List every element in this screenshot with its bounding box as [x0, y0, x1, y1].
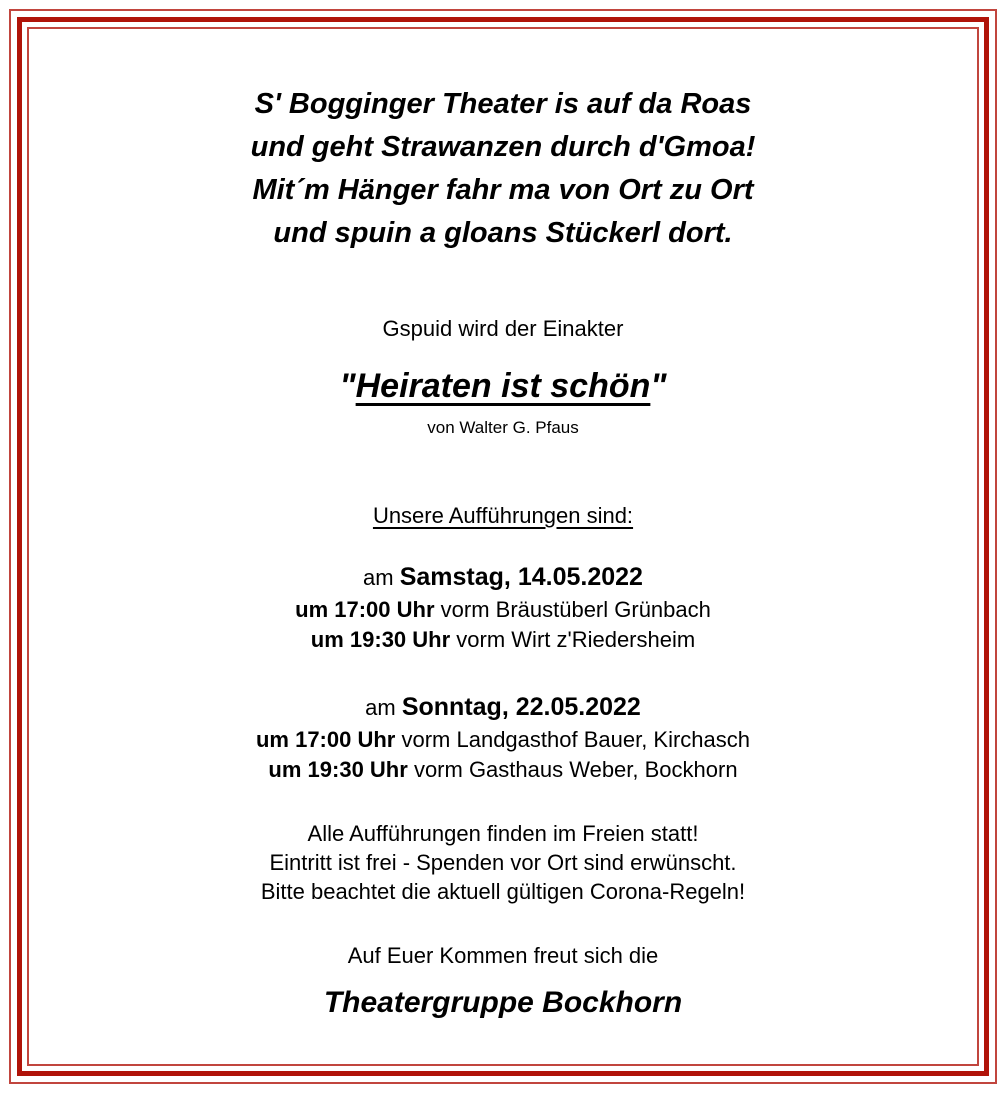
play-author: von Walter G. Pfaus — [427, 418, 579, 437]
schedule-day-saturday — [33, 560, 973, 655]
show-time: um 19:30 Uhr — [310, 627, 451, 652]
play-title-open-quote: " — [339, 367, 356, 405]
intro-line: Mit´m Hänger fahr ma von Ort zu Ort — [252, 174, 754, 206]
group-signature: Theatergruppe Bockhorn — [323, 986, 683, 1019]
show-time: um 17:00 Uhr — [295, 597, 435, 622]
show-line — [33, 625, 973, 655]
day-date-line — [33, 690, 973, 725]
announcement-lead: Gspuid wird der Einakter — [382, 316, 624, 341]
show-time: um 17:00 Uhr — [255, 727, 396, 752]
show-venue: vorm Gasthaus Weber, Bockhorn — [413, 757, 738, 782]
note-line: Eintritt ist frei - Spenden vor Ort sind erwünscht. — [269, 850, 737, 875]
day-prefix: am — [363, 565, 394, 590]
schedule-heading: Unsere Aufführungen sind: — [372, 503, 634, 528]
show-line — [33, 595, 973, 625]
show-venue: vorm Wirt z'Riedersheim — [456, 627, 696, 652]
play-title — [33, 364, 973, 408]
day-date: Sonntag, 22.05.2022 — [401, 693, 641, 721]
show-venue: vorm Bräustüberl Grünbach — [440, 597, 711, 622]
notes-block — [33, 819, 973, 906]
intro-line: und spuin a gloans Stückerl dort. — [273, 217, 733, 249]
show-time: um 19:30 Uhr — [268, 757, 408, 782]
schedule-day-sunday — [33, 690, 973, 785]
show-line — [33, 725, 973, 755]
play-title-text: Heiraten ist schön — [355, 367, 651, 405]
intro-verse — [33, 83, 973, 255]
play-title-close-quote: " — [650, 367, 667, 405]
intro-line: und geht Strawanzen durch d'Gmoa! — [250, 131, 756, 163]
show-venue: vorm Landgasthof Bauer, Kirchasch — [401, 727, 751, 752]
day-date-line — [33, 560, 973, 595]
flyer-content — [33, 33, 973, 1060]
intro-line: S' Bogginger Theater is auf da Roas — [254, 88, 752, 120]
day-prefix: am — [365, 695, 396, 720]
note-line: Alle Aufführungen finden im Freien statt! — [307, 821, 699, 846]
day-date: Samstag, 14.05.2022 — [399, 563, 643, 591]
show-line — [33, 755, 973, 785]
closing-lead: Auf Euer Kommen freut sich die — [347, 943, 659, 968]
note-line: Bitte beachtet die aktuell gültigen Corona-Regeln! — [260, 879, 746, 904]
